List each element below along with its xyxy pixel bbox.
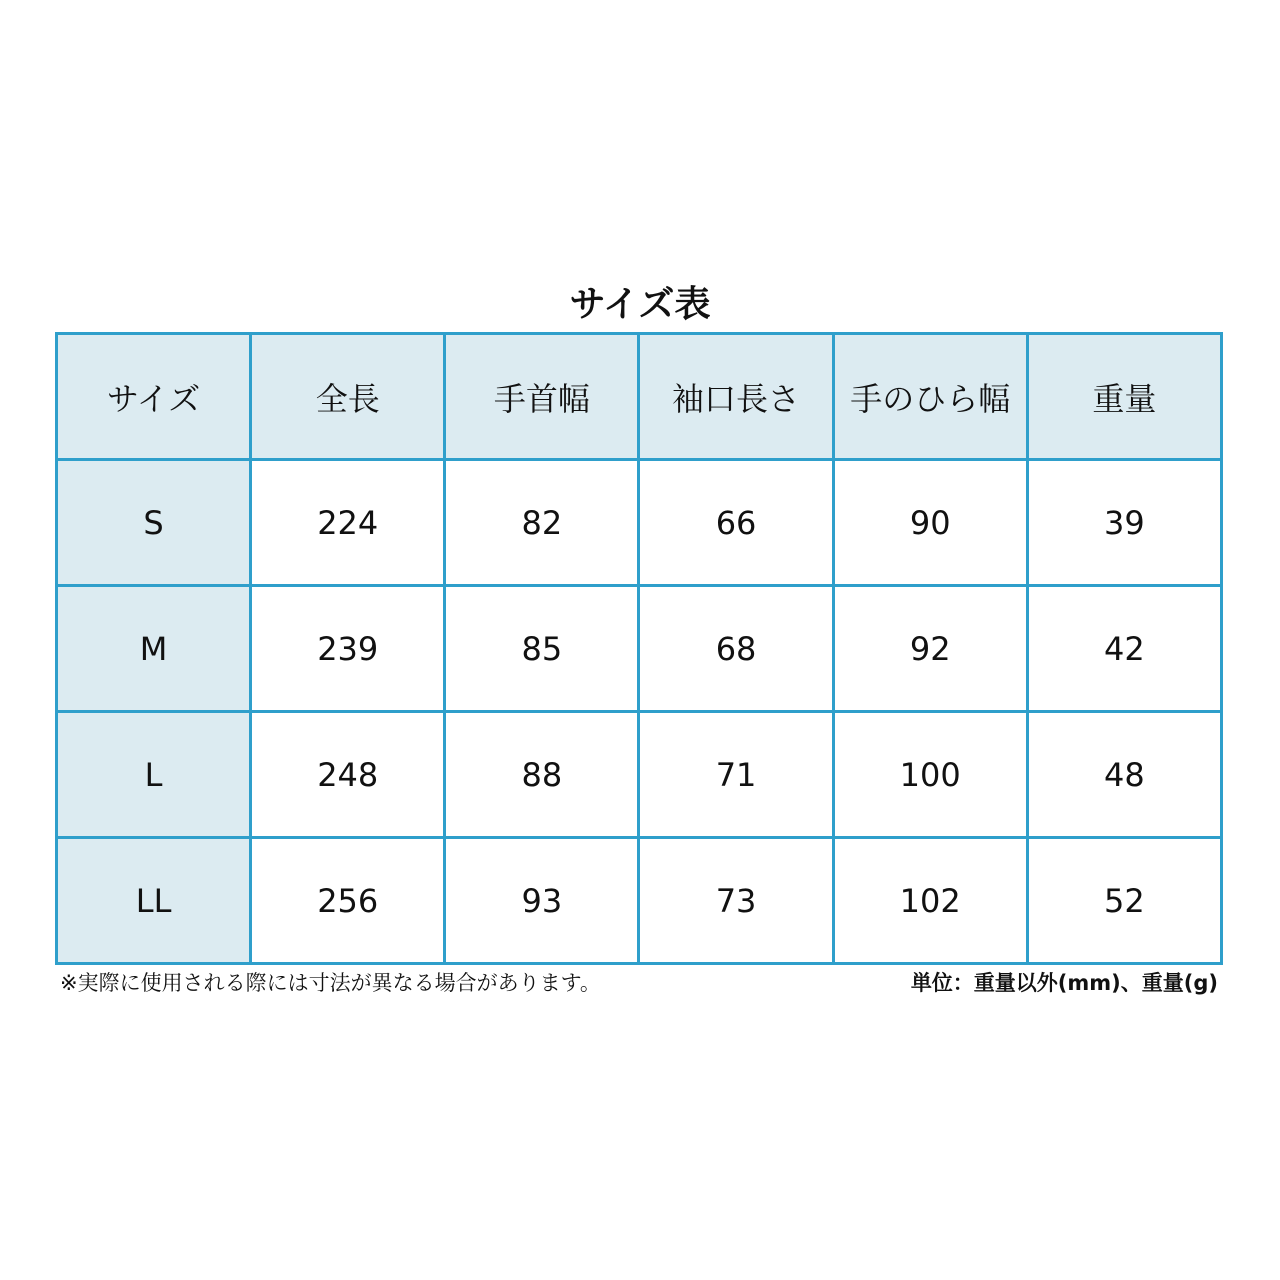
table-row <box>57 838 1222 964</box>
row-header-size: M <box>57 586 251 712</box>
table-cell: 93 <box>445 838 639 964</box>
row-header-size: LL <box>57 838 251 964</box>
table-cell: 248 <box>251 712 445 838</box>
column-header-wrist-width: 手首幅 <box>445 334 639 460</box>
table-cell: 92 <box>833 586 1027 712</box>
size-table <box>55 332 1223 965</box>
table-row <box>57 712 1222 838</box>
table-row <box>57 586 1222 712</box>
column-header-size: サイズ <box>57 334 251 460</box>
column-header-palm-width: 手のひら幅 <box>833 334 1027 460</box>
column-header-cuff-length: 袖口長さ <box>639 334 833 460</box>
table-cell: 73 <box>639 838 833 964</box>
table-cell: 256 <box>251 838 445 964</box>
table-cell: 52 <box>1027 838 1221 964</box>
column-header-weight: 重量 <box>1027 334 1221 460</box>
page-title: サイズ表 <box>569 284 711 325</box>
units-note: 単位：重量以外(mm)、重量(g) <box>910 971 1218 995</box>
table-row <box>57 460 1222 586</box>
table-cell: 42 <box>1027 586 1221 712</box>
row-header-size: L <box>57 712 251 838</box>
table-cell: 88 <box>445 712 639 838</box>
table-cell: 102 <box>833 838 1027 964</box>
table-cell: 39 <box>1027 460 1221 586</box>
table-cell: 66 <box>639 460 833 586</box>
footnote: ※実際に使用される際には寸法が異なる場合があります。 <box>60 971 601 995</box>
table-cell: 82 <box>445 460 639 586</box>
table-cell: 224 <box>251 460 445 586</box>
table-cell: 90 <box>833 460 1027 586</box>
table-cell: 71 <box>639 712 833 838</box>
table-cell: 239 <box>251 586 445 712</box>
table-cell: 48 <box>1027 712 1221 838</box>
table-cell: 85 <box>445 586 639 712</box>
row-header-size: S <box>57 460 251 586</box>
table-cell: 100 <box>833 712 1027 838</box>
column-header-total-length: 全長 <box>251 334 445 460</box>
table-cell: 68 <box>639 586 833 712</box>
table-header-row <box>57 334 1222 460</box>
